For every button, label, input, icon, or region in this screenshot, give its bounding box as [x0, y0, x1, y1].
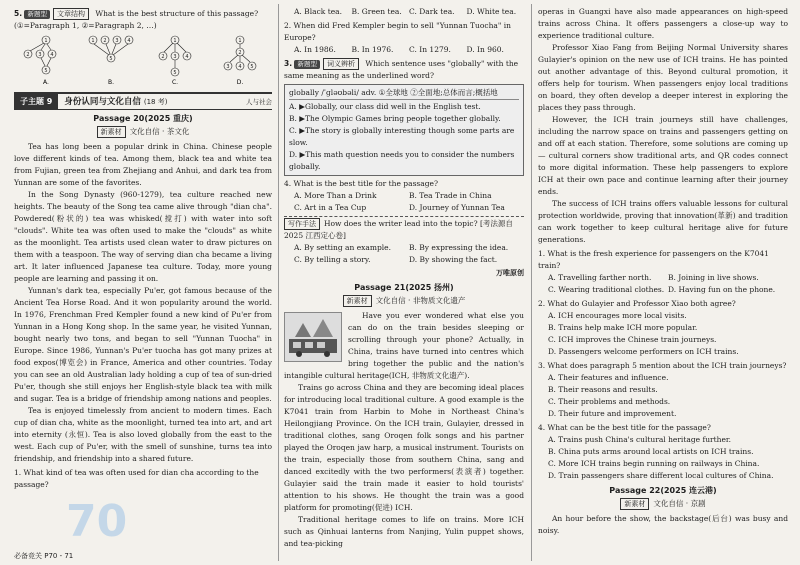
- passage-21-question-3: 3. What does paragraph 5 mention about the ICH train journeys?: [538, 361, 787, 370]
- svg-text:1: 1: [238, 38, 242, 44]
- option: B. ▶The Olympic Games bring people together globally.: [289, 114, 501, 123]
- passage-20-subtitle: 文化自信 · 茶文化: [129, 127, 190, 136]
- page-number-watermark: 70: [66, 496, 128, 547]
- option: C. ICH improves the Chinese train journeys.: [548, 335, 717, 344]
- option: B. Joining in live shows.: [668, 273, 759, 282]
- passage-22-title: Passage 22(2025 连云港): [609, 486, 717, 495]
- svg-text:5: 5: [109, 56, 113, 62]
- column-right: [538, 6, 788, 537]
- q2-options: [538, 310, 788, 358]
- q4-options: [538, 434, 788, 482]
- question-skill-tag: 文章结构: [53, 8, 89, 20]
- option: A. Their features and influence.: [548, 373, 669, 382]
- svg-text:4: 4: [127, 38, 131, 44]
- question-text: Which sentence uses "globally" with the same meaning as the underlined word?: [284, 59, 519, 80]
- section-header: [14, 92, 272, 110]
- option: B. By expressing the idea.: [409, 243, 509, 252]
- passage-20-para-3: Yunnan's dark tea, especially Pu'er, got famous because of the Ancient Tea Horse Road. And it won popularity around the world. In 1976, Frenchman Fred Kempler found a new kind of Pu'er from Yunnan in a Hong Kong shop. In the same year, he visited Yunnan, bought nearly two tons, and began to sell "Yunnan Tuocha" in Europe. Since 1986, Yunnan's Pu'er tuocha has got many prizes at food expos(博览会) in France, America and other countries. Today you can see an old Australian lady holding a cup of tea of sun-dried Pu'er, though she still enjoys her English-style black tea with milk and sugar. Tea is a bridge of friendship among nations and peoples.: [14, 286, 272, 403]
- passage-22-subtitle: 文化自信 · 京剧: [653, 499, 706, 508]
- option: D. Passengers welcome performers on ICH trains.: [548, 347, 739, 356]
- svg-text:3: 3: [226, 64, 230, 70]
- structure-diagram-d: [210, 34, 270, 88]
- structure-diagram-c: [145, 34, 205, 88]
- option: C. Wearing traditional clothes.: [548, 285, 665, 294]
- q4-options: [284, 190, 524, 214]
- svg-text:3: 3: [115, 38, 119, 44]
- section-count: (18 考): [143, 97, 168, 106]
- new-material-tag: 新素材: [620, 498, 649, 510]
- option: D. ▶This math question needs you to consider the numbers globally.: [289, 150, 515, 171]
- option: D. Having fun on the phone.: [668, 285, 776, 294]
- svg-text:2: 2: [103, 38, 107, 44]
- column-divider: [531, 4, 532, 561]
- passage-21-title: Passage 21(2025 扬州): [354, 283, 454, 292]
- option: B. Tea Trade in China: [409, 191, 492, 200]
- passage-21-para-5: Professor Xiao Fang from Beijing Normal University shares Gulayier's opinion on the new use of ICH trains. He has pointed out another advantage of this. Beyond cultural promotion, it offers help for tourism. When passengers enjoy local traditions on board, they often develop a deeper interest in exploring the places they pass through.: [538, 43, 788, 112]
- q3-options: [538, 372, 788, 420]
- option: A. Black tea.: [294, 7, 343, 16]
- q1-options: [284, 6, 524, 18]
- svg-text:3: 3: [38, 52, 42, 58]
- option: A. More Than a Drink: [294, 191, 377, 200]
- passage-21-question-1: 1. What is the fresh experience for passengers on the K7041 train?: [538, 249, 769, 270]
- option: C. Their problems and methods.: [548, 397, 671, 406]
- option: C. ▶The story is globally interesting though some parts are slow.: [289, 126, 515, 147]
- question-2: 2. When did Fred Kempler begin to sell "Yunnan Tuocha" in Europe?: [284, 21, 511, 42]
- question-4: 4. What is the best title for the passage?: [284, 179, 439, 188]
- question-type-tag: 新题型: [24, 10, 50, 19]
- option: D. By showing the fact.: [409, 255, 498, 264]
- svg-text:4: 4: [185, 54, 189, 60]
- svg-text:5: 5: [250, 64, 254, 70]
- option: C. Art in a Tea Cup: [294, 203, 367, 212]
- question-3: 3. 新题型 词义辨析 Which sentence uses "globally" with the same meaning as the underlined word?: [284, 59, 519, 80]
- option: A. Trains push China's cultural heritage further.: [548, 435, 732, 444]
- section-category: 人与社会: [246, 97, 272, 106]
- question-skill-tag: 词义辨析: [323, 58, 359, 70]
- svg-text:2: 2: [238, 50, 242, 56]
- svg-text:4: 4: [50, 52, 54, 58]
- svg-text:1: 1: [173, 38, 177, 44]
- diagram-label-a: A.: [43, 79, 50, 86]
- passage-21-para-1: Have you ever wondered what else you can do on the train besides sleeping or scrolling through your phone? Actually, in China, trains have turned into centres which bring together the public and the nation's intangible cultural heritage(ICH, 非物质文化遗产).: [284, 311, 524, 380]
- dictionary-box: [284, 84, 524, 176]
- passage-21-para-4: operas in Guangxi have also made appearances on high-speed trains across China. It offers passengers a close-up way to experience traditional culture.: [538, 7, 788, 40]
- passage-20-para-4: Tea is enjoyed timelessly from ancient to modern times. Each cup of dian cha, white as the moonlight, turned tea into art, and art into eternity (永恒). Tea is also loved globally from the east to the west. Each cup of Pu'er, with the smell of sunshine, turns tea into friendship, and friendship into a shared future.: [14, 406, 272, 463]
- section-title: 身份认同与文化自信: [64, 96, 141, 107]
- extension-question: [284, 216, 524, 242]
- diagram-label-c: C.: [172, 79, 179, 86]
- passage-21-para-6: However, the ICH train journeys still have challenges, including the narrow space on trains and passengers getting on and off at each station. Therefore, some solutions are coming up — cultural corners show traditional arts, and QR codes connect to more digital information. These help passengers to explore ICH at their own pace and continue learning after their journey ends.: [538, 115, 788, 196]
- option: B. In 1976.: [351, 45, 394, 54]
- svg-text:5: 5: [44, 68, 48, 74]
- option: C. In 1279.: [409, 45, 451, 54]
- passage-21-para-3: Traditional heritage comes to life on trains. More ICH such as Qinhuai lanterns from Nanjing, Yulin puppet shows, and tea-picking: [284, 515, 524, 548]
- svg-text:5: 5: [173, 70, 177, 76]
- option: B. Green tea.: [351, 7, 402, 16]
- section-label: 子主题 9: [14, 94, 58, 109]
- passage-21-subtitle: 文化自信 · 非物质文化遗产: [375, 296, 466, 305]
- option: A. ICH encourages more local visits.: [548, 311, 687, 320]
- passage-21-question-2: 2. What do Gulayier and Professor Xiao both agree?: [538, 299, 736, 308]
- column-divider: [278, 4, 279, 561]
- svg-text:4: 4: [238, 64, 242, 70]
- structure-diagrams: [14, 34, 272, 88]
- structure-diagram-b: [81, 34, 141, 88]
- option: D. In 960.: [466, 45, 504, 54]
- option: A. In 1986.: [294, 45, 336, 54]
- passage-21-para-7: The success of ICH trains offers valuable lessons for cultural protection worldwide, proving that innovation(革新) and tradition can work together to keep cultural heritage alive for future generations.: [538, 199, 788, 244]
- dictionary-entry: globally /ˈɡləʊbəli/ adv. ①全球地 ②全面地;总体而言;概括地: [289, 87, 519, 100]
- passage-20-title: Passage 20(2025 重庆): [93, 114, 193, 123]
- passage-22-para-1: An hour before the show, the backstage(后台) was busy and noisy.: [538, 514, 788, 535]
- new-material-tag: 新素材: [97, 126, 126, 138]
- option: B. China puts arms around local artists on ICH trains.: [548, 447, 754, 456]
- option: A. By setting an example.: [294, 243, 392, 252]
- question-text: What is the best structure of this passage? (①=Paragraph 1, ②=Paragraph 2, …): [14, 9, 259, 30]
- passage-20-para-2: In the Song Dynasty (960-1279), tea culture reached new heights. The beauty of the Song tea came alive through "dian cha". Powdered(粉状的) tea was whisked(搅打) with water into soft "clouds". White tea was often used to make the "clouds" as white as the moonlight. Tea artists used clean water to draw pictures on them with a teaspoon. The way of serving dian cha became a living art. It later influenced Japanese tea culture. Today, more young people are learning and passing it on.: [14, 190, 272, 283]
- option: D. Their future and improvement.: [548, 409, 677, 418]
- svg-text:2: 2: [161, 54, 165, 60]
- option: C. Dark tea.: [409, 7, 455, 16]
- question-type-tag: 新题型: [294, 60, 320, 69]
- brand-mark: 万唯原创: [496, 269, 524, 277]
- column-left: [14, 6, 272, 491]
- svg-text:3: 3: [173, 54, 177, 60]
- svg-text:2: 2: [26, 52, 30, 58]
- passage-21-question-4: 4. What can be the best title for the passage?: [538, 423, 711, 432]
- option: B. Trains help make ICH more popular.: [548, 323, 698, 332]
- q2-options: [284, 44, 524, 56]
- option: A. Travelling farther north.: [548, 273, 652, 282]
- option: D. Journey of Yunnan Tea: [409, 203, 505, 212]
- extension-options: [284, 242, 524, 266]
- passage-21-para-2: Trains go across China and they are becoming ideal places for introducing local traditional culture. A good example is the K7041 train from Harbin to Mohe in Northeast China's Heilongjiang Province. On the ICH train, Gulayier, dressed in traditional clothes, sang Oroqen folk songs and his partner played the Oroqen jaw harp, a musical instrument. Tourists on the train, especially those from southern China, sang and danced excitedly with the two performers(表演者) together. Gulayier said the train made it easier to hold tourists' attention to his shows. He thought the train was a good platform for promoting(促进) ICH.: [284, 383, 524, 512]
- extension-question-text: How does the writer lead into the topic? [考法源自 2025 江西定心卷]: [284, 219, 513, 240]
- option: C. More ICH trains begin running on railways in China.: [548, 459, 760, 468]
- new-material-tag: 新素材: [343, 295, 372, 307]
- structure-diagram-a: [16, 34, 76, 88]
- diagram-label-b: B.: [107, 79, 114, 86]
- option: D. White tea.: [466, 7, 517, 16]
- svg-text:1: 1: [44, 38, 48, 44]
- train-illustration: [284, 312, 342, 362]
- column-middle: [284, 6, 524, 550]
- option: D. Train passengers share different local cultures of China.: [548, 471, 774, 480]
- svg-text:1: 1: [91, 38, 95, 44]
- diagram-label-d: D.: [236, 79, 244, 86]
- option: C. By telling a story.: [294, 255, 371, 264]
- q1-options: [538, 272, 788, 296]
- passage-20-question-1: 1. What kind of tea was often used for dian cha according to the passage?: [14, 468, 259, 489]
- option: A. ▶Globally, our class did well in the English test.: [289, 102, 481, 111]
- page-footer: 必备竞关 P70 - 71: [14, 552, 74, 560]
- writing-skill-tag: 写作手法: [284, 218, 320, 230]
- question-5: 5. 新题型 文章结构 What is the best structure of this passage? (①=Paragraph 1, ②=Paragraph 2, …): [14, 9, 259, 30]
- passage-20-para-1: Tea has long been a popular drink in China. Chinese people love different kinds of tea. Among them, black tea and white tea from Fujian, green tea from Zhejiang and Anhui, and dark tea from Yunnan are some of the favorites.: [14, 142, 272, 187]
- option: B. Their reasons and results.: [548, 385, 658, 394]
